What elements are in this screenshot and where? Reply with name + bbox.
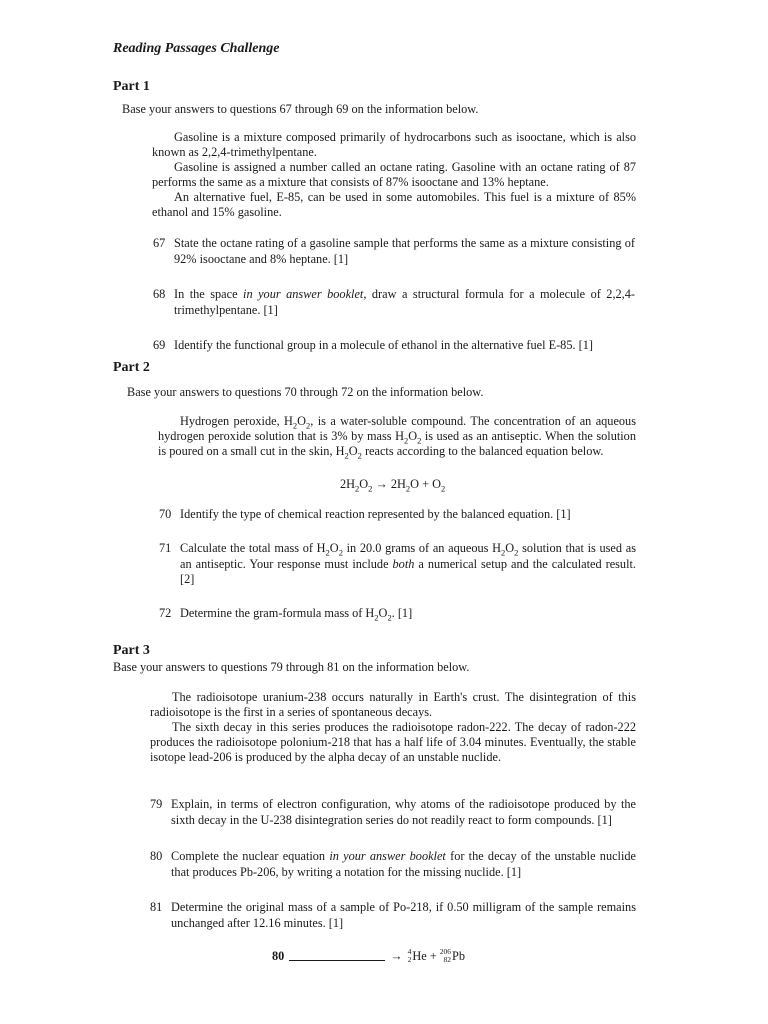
question-text: Identify the functional group in a molecule of ethanol in the alternative fuel E-85. [1] bbox=[174, 338, 593, 352]
peroxide-decomposition-equation: $2H_2O_2 \to 2H_2O + O_2$ bbox=[340, 477, 446, 494]
question-71 bbox=[159, 541, 636, 588]
question-text: Identify the type of chemical reaction represented by the balanced equation. [1] bbox=[180, 507, 571, 521]
question-number: 69 bbox=[153, 338, 166, 352]
nuclear-equation-label: 80 bbox=[272, 948, 285, 963]
question-number: 67 bbox=[153, 236, 166, 250]
question-number: 79 bbox=[150, 797, 163, 811]
page-title: Reading Passages Challenge bbox=[113, 41, 280, 56]
question-text: In the space in your answer booklet, draw a structural formula for a molecule of 2,2,4-trimethylpentane. [1] bbox=[174, 287, 635, 317]
part-3-intro: Base your answers to questions 79 through 81 on the information below. bbox=[113, 660, 470, 674]
question-number: 72 bbox=[159, 606, 172, 620]
part-1-passage bbox=[152, 130, 636, 220]
question-number: 80 bbox=[150, 849, 163, 863]
question-number: 81 bbox=[150, 900, 163, 914]
passage-paragraph: The radioisotope uranium-238 occurs naturally in Earth's crust. The disintegration of this radioisotope is the first in a series of spontaneous decays. bbox=[150, 690, 636, 719]
plus-symbol: + bbox=[426, 948, 440, 963]
arrow-symbol: → bbox=[390, 948, 403, 963]
question-text: Calculate the total mass of $H_2O_2$ in 20.0 grams of an aqueous $H_2O_2$ solution that is used as an antiseptic. Your response must include both a numerical setup and the calculated result. [2] bbox=[180, 541, 636, 586]
question-text: State the octane rating of a gasoline sample that performs the same as a mixture consisting of 92% isooctane and 8% heptane. [1] bbox=[174, 236, 635, 266]
question-number: 71 bbox=[159, 541, 172, 555]
question-text: Determine the gram-formula mass of $H_2O_2$. [1] bbox=[180, 606, 413, 623]
question-70 bbox=[159, 507, 636, 523]
part-3-passage bbox=[150, 690, 636, 765]
missing-nuclide-blank bbox=[289, 951, 385, 961]
part-2-intro: Base your answers to questions 70 through 72 on the information below. bbox=[127, 385, 484, 399]
passage-paragraph: The sixth decay in this series produces the radioisotope radon-222. The decay of radon-222 produces the radioisotope polonium-218 that has a half life of 3.04 minutes. Eventually, the stable isotope lead-206 is produced by the alpha decay of an unstable nuclide. bbox=[150, 720, 636, 764]
part-2-heading: Part 2 bbox=[113, 360, 150, 375]
question-text: Complete the nuclear equation in your answer booklet for the decay of the unstable nuclide that produces Pb-206, by writing a notation for the missing nuclide. [1] bbox=[171, 849, 636, 879]
passage-paragraph: Gasoline is assigned a number called an octane rating. Gasoline with an octane rating of 87 performs the same as a mixture that consists of 87% isooctane and 13% heptane. bbox=[152, 160, 636, 189]
question-text: Determine the original mass of a sample of Po-218, if 0.50 milligram of the sample remains unchanged after 12.16 minutes. [1] bbox=[171, 900, 636, 930]
question-80 bbox=[150, 849, 636, 880]
question-79 bbox=[150, 797, 636, 828]
part-1-heading: Part 1 bbox=[113, 79, 150, 94]
question-81 bbox=[150, 900, 636, 931]
part-3-heading: Part 3 bbox=[113, 643, 150, 658]
question-68 bbox=[153, 287, 635, 318]
nuclear-equation bbox=[272, 948, 465, 964]
question-67 bbox=[153, 236, 635, 267]
passage-paragraph: Gasoline is a mixture composed primarily of hydrocarbons such as isooctane, which is also known as 2,2,4-trimethylpentane. bbox=[152, 130, 636, 159]
passage-paragraph: Hydrogen peroxide, $H_2O_2$, is a water-soluble compound. The concentration of an aqueous hydrogen peroxide solution that is 3% by mass $H_2O_2$ is used as an antiseptic. When the solution is poured on a small cut in the skin, $H_2O_2$ reacts according to the balanced equation below. bbox=[158, 414, 636, 461]
question-69 bbox=[153, 338, 635, 354]
question-text: Explain, in terms of electron configuration, why atoms of the radioisotope produced by the sixth decay in the U-238 disintegration series do not readily react to form compounds. [1] bbox=[171, 797, 636, 827]
passage-paragraph: An alternative fuel, E-85, can be used in some automobiles. This fuel is a mixture of 85% ethanol and 15% gasoline. bbox=[152, 190, 636, 219]
question-number: 70 bbox=[159, 507, 172, 521]
part-1-intro: Base your answers to questions 67 through 69 on the information below. bbox=[122, 102, 479, 116]
helium-nuclide: 4 2 He bbox=[407, 947, 427, 964]
part-2-passage bbox=[158, 414, 636, 459]
question-number: 68 bbox=[153, 287, 166, 301]
question-72 bbox=[159, 606, 636, 622]
lead-nuclide: 206 82 Pb bbox=[439, 947, 466, 964]
